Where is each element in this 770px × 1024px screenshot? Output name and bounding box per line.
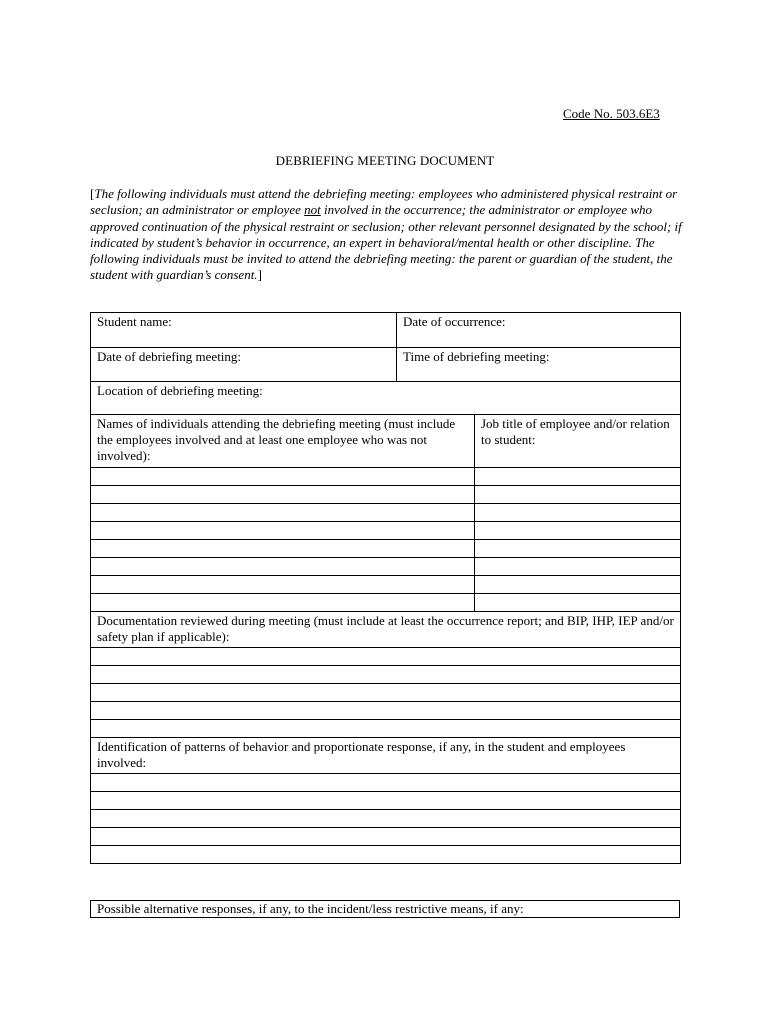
names-label: Names of individuals attending the debriefing meeting (must include the employees involved and at least one employee who was not involved): (97, 416, 456, 463)
instructions-underlined-not: not (304, 202, 321, 218)
documentation-line[interactable] (91, 720, 681, 738)
documentation-line[interactable] (91, 702, 681, 720)
alternatives-box[interactable] (90, 900, 680, 918)
attendee-name-line[interactable] (91, 576, 475, 594)
patterns-line[interactable] (91, 810, 681, 828)
close-bracket: ] (257, 267, 262, 283)
attendee-title-line[interactable] (475, 576, 681, 594)
attendee-name-line[interactable] (91, 522, 475, 540)
patterns-line[interactable] (91, 828, 681, 846)
patterns-line[interactable] (91, 846, 681, 864)
names-header-cell (91, 415, 475, 468)
code-number: Code No. 503.6E3 (563, 106, 660, 121)
date-of-meeting-label: Date of debriefing meeting: (97, 349, 242, 364)
patterns-line[interactable] (91, 774, 681, 792)
documentation-label: Documentation reviewed during meeting (must include at least the occurrence report; and BIP, IHP, IEP and/or safety plan if applicable): (97, 613, 674, 644)
instructions-part-1: The following individuals must attend the debriefing meeting: employees who administered physical restraint or seclusion; an administrator or employee (90, 186, 678, 218)
alternatives-label: Possible alternative responses, if any, to the incident/less restrictive means, if any: (97, 901, 524, 916)
attendee-name-line[interactable] (91, 504, 475, 522)
date-of-occurrence-label: Date of occurrence: (403, 314, 506, 329)
attendee-title-line[interactable] (475, 468, 681, 486)
date-of-occurrence-cell[interactable] (397, 313, 681, 348)
documentation-line[interactable] (91, 648, 681, 666)
debriefing-form-table (90, 312, 681, 864)
location-label: Location of debriefing meeting: (97, 383, 263, 398)
time-of-meeting-cell[interactable] (397, 348, 681, 382)
open-bracket: [ (90, 186, 95, 201)
documentation-header-cell (91, 612, 681, 648)
job-title-label: Job title of employee and/or relation to student: (481, 416, 670, 447)
job-title-header-cell (475, 415, 681, 468)
instructions-paragraph (90, 186, 682, 284)
document-title: DEBRIEFING MEETING DOCUMENT (275, 153, 495, 168)
attendee-name-line[interactable] (91, 486, 475, 504)
instructions-text (90, 186, 682, 282)
attendee-title-line[interactable] (475, 540, 681, 558)
instructions-part-2: involved in the occurrence; the administrator or employee who approved continuation of the physical restraint or seclusion; other relevant personnel designated by the school; if indicated by student’s behavior in occurrence, an expert in behavioral/mental health or other discipline. The following individuals must be invited to attend the debriefing meeting: the parent or guardian of the student, the student with guardian’s consent. (90, 202, 682, 283)
attendee-title-line[interactable] (475, 594, 681, 612)
patterns-line[interactable] (91, 792, 681, 810)
time-of-meeting-label: Time of debriefing meeting: (403, 349, 550, 364)
attendee-title-line[interactable] (475, 558, 681, 576)
attendee-name-line[interactable] (91, 468, 475, 486)
patterns-header-cell (91, 738, 681, 774)
documentation-line[interactable] (91, 666, 681, 684)
attendee-name-line[interactable] (91, 540, 475, 558)
attendee-title-line[interactable] (475, 522, 681, 540)
attendee-name-line[interactable] (91, 558, 475, 576)
student-name-label: Student name: (97, 314, 172, 329)
patterns-label: Identification of patterns of behavior and proportionate response, if any, in the student and employees involved: (97, 739, 626, 770)
documentation-line[interactable] (91, 684, 681, 702)
attendee-title-line[interactable] (475, 504, 681, 522)
attendee-name-line[interactable] (91, 594, 475, 612)
attendee-title-line[interactable] (475, 486, 681, 504)
date-of-meeting-cell[interactable] (91, 348, 397, 382)
location-cell[interactable] (91, 382, 681, 415)
student-name-cell[interactable] (91, 313, 397, 348)
